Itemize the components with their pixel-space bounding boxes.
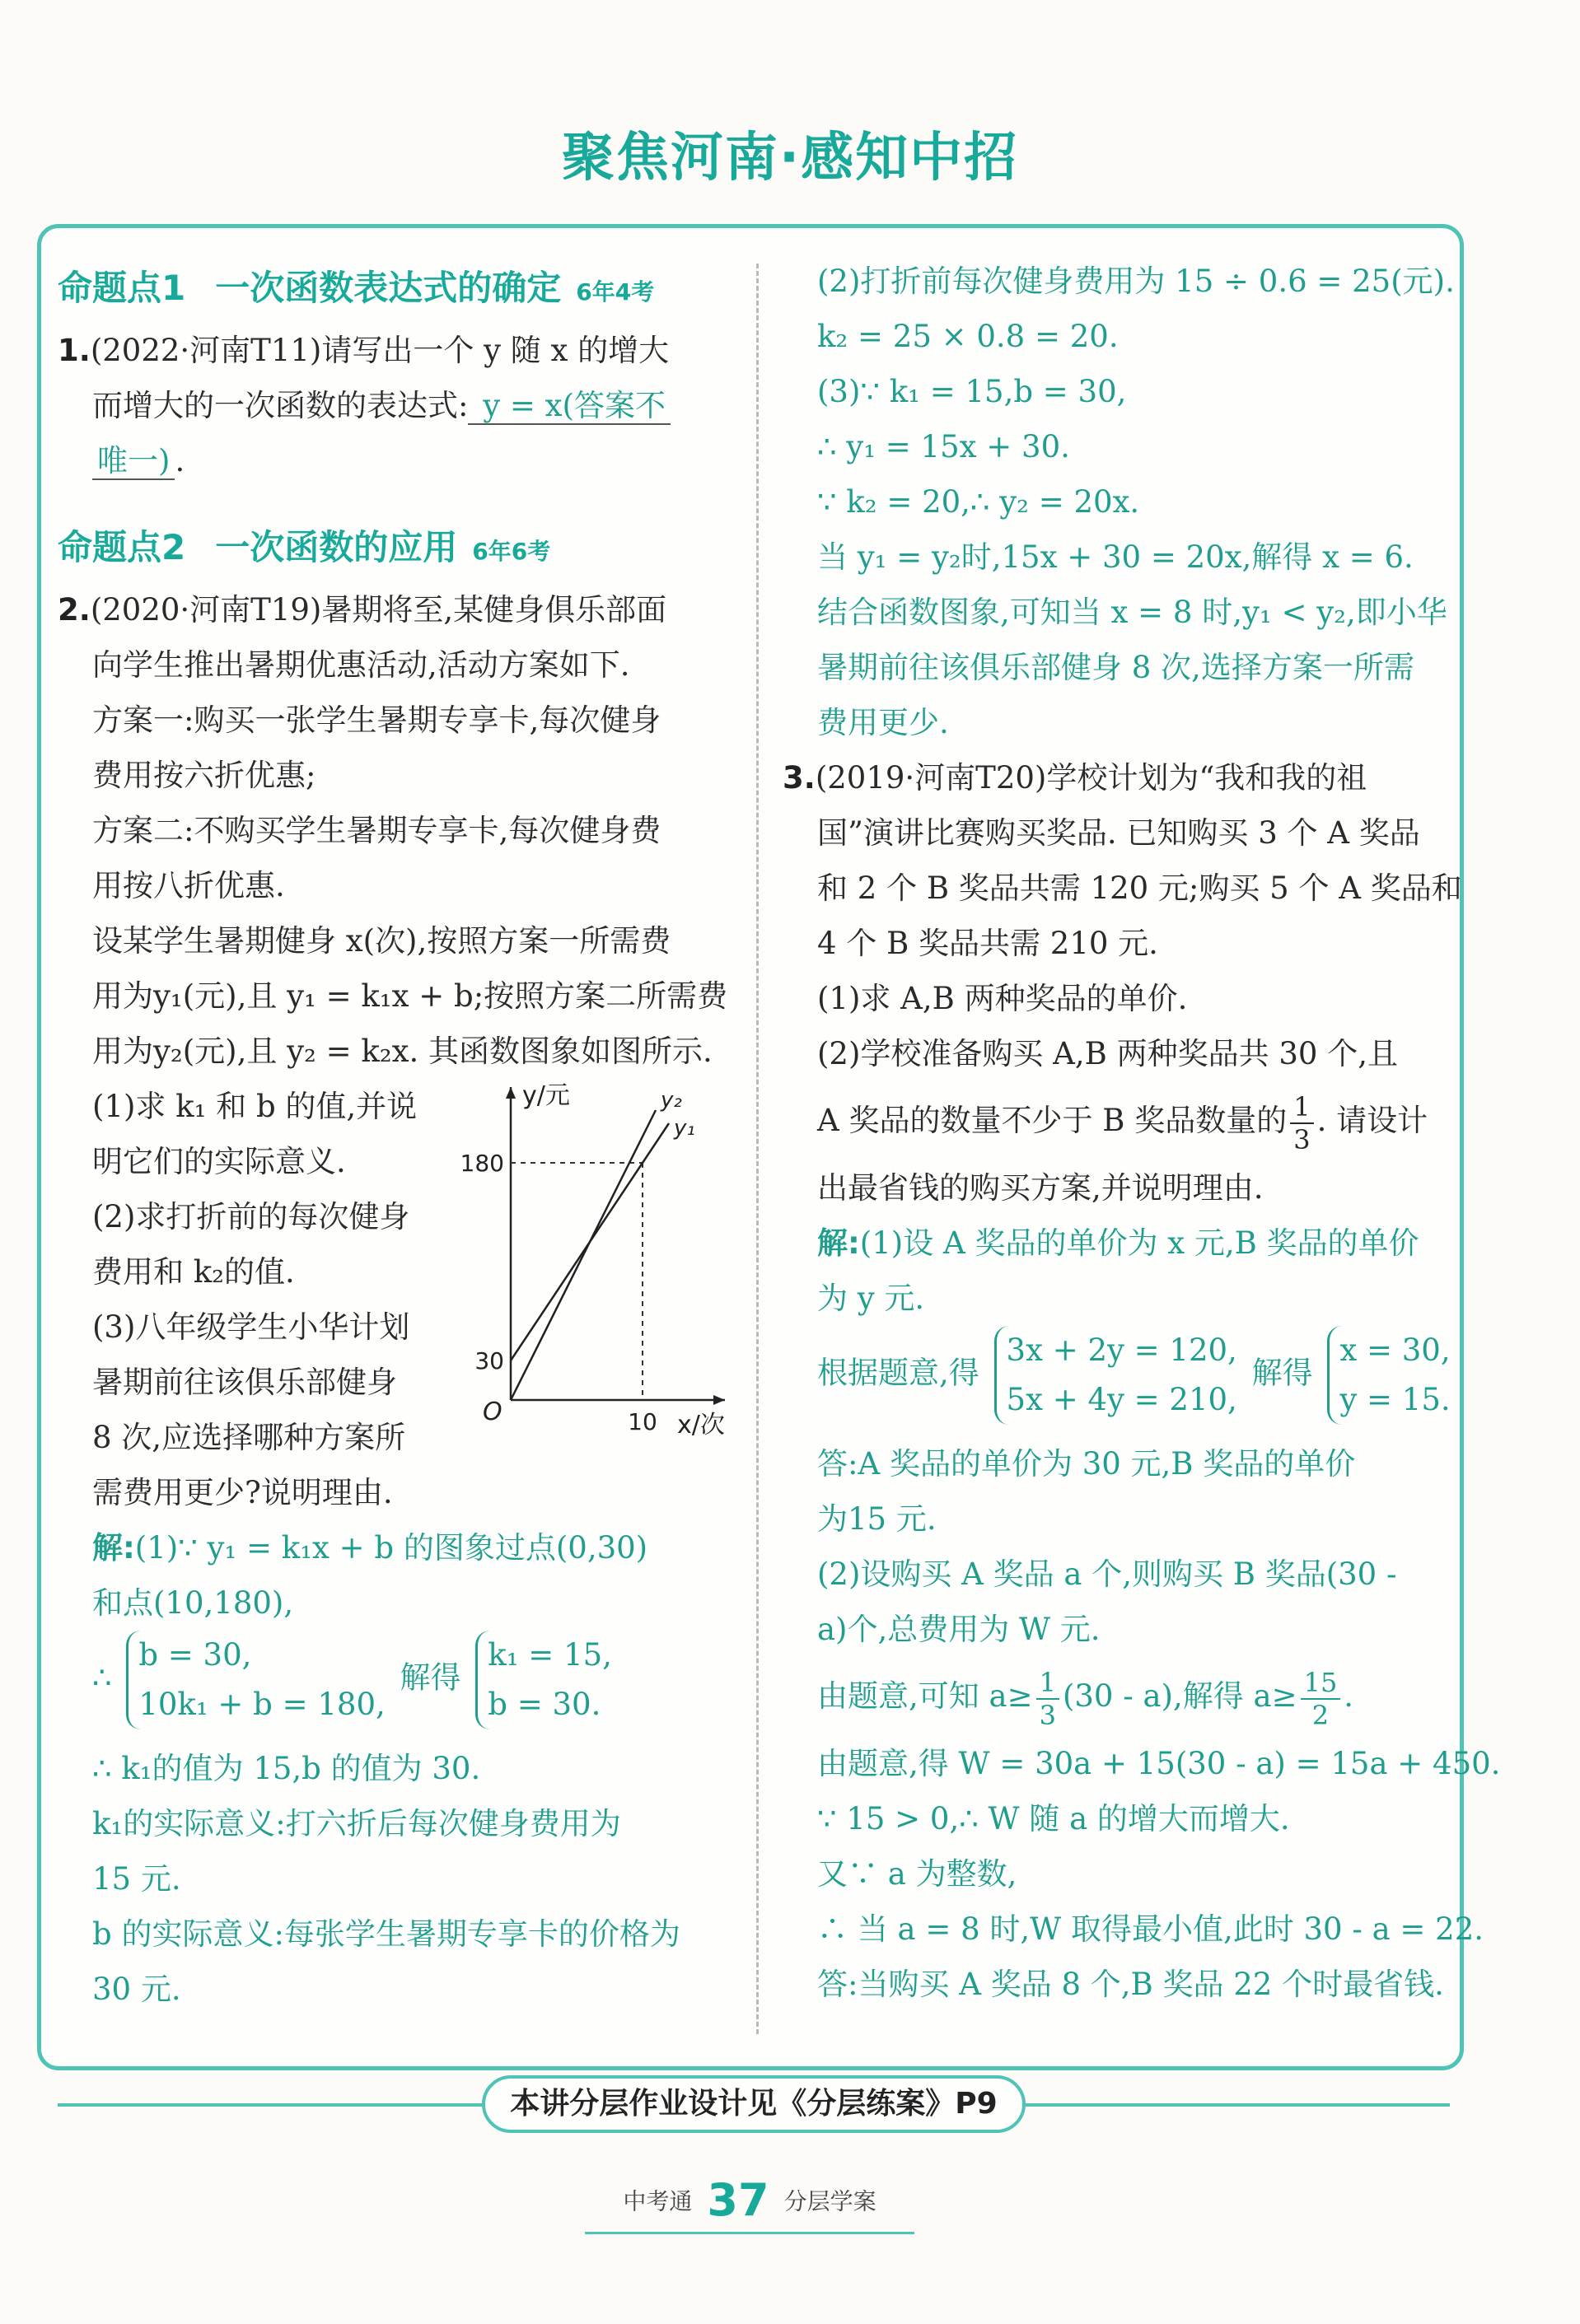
section-label: 命题点2 <box>58 527 186 567</box>
solution-line: 30 元. <box>92 1972 181 2007</box>
question-2-line: 向学生推出暑期优惠活动,活动方案如下. <box>92 647 630 683</box>
denominator: 3 <box>1039 1699 1056 1731</box>
question-text: 而增大的一次函数的表达式: <box>92 388 469 423</box>
question-3-line <box>783 1081 1442 1160</box>
solution-text: (30 - a),解得 a≥ <box>1062 1678 1297 1714</box>
question-text: . 请设计 <box>1316 1103 1428 1138</box>
solution-text: 解得 <box>1251 1355 1313 1391</box>
solution-line: 当 y₁ = y₂时,15x + 30 = 20x,解得 x = 6. <box>817 539 1414 575</box>
answer-blank: y = x(答案不 <box>468 388 671 425</box>
solution-keyword: 解: <box>92 1530 135 1566</box>
y-axis-arrow <box>506 1087 516 1099</box>
equation: b = 30, <box>138 1637 252 1673</box>
solution-line: ∵ k₂ = 20,∴ y₂ = 20x. <box>817 484 1140 520</box>
column-divider <box>756 264 759 2034</box>
equation-system <box>994 1326 1237 1425</box>
question-number: 3. <box>783 760 816 796</box>
fraction <box>1290 1091 1313 1155</box>
question-2-line: 明它们的实际意义. <box>92 1144 346 1179</box>
page-footer <box>585 2174 914 2234</box>
question-text: (2022·河南T11)请写出一个 y 随 x 的增大 <box>90 333 670 368</box>
book-label: 中考通 <box>623 2187 693 2215</box>
question-2-line: 需费用更少?说明理由. <box>92 1475 393 1510</box>
solution-line: 暑期前往该俱乐部健身 8 次,选择方案一所需 <box>817 650 1414 685</box>
solution-text: . <box>1344 1678 1354 1714</box>
question-2-line: 用为y₂(元),且 y₂ = k₂x. 其函数图象如图所示. <box>92 1034 713 1069</box>
solution-line: 为15 元. <box>817 1501 937 1537</box>
right-column <box>783 254 1501 2012</box>
question-text: (2019·河南T20)学校计划为“我和我的祖 <box>815 760 1367 796</box>
answer-blank: 唯一) <box>92 443 175 480</box>
question-1-line <box>58 378 741 433</box>
origin-label: O <box>483 1398 503 1426</box>
solution-line: 由题意,得 W = 30a + 15(30 - a) = 15a + 450. <box>817 1746 1501 1781</box>
solution-text: 根据题意,得 <box>817 1355 979 1391</box>
equation: 10k₁ + b = 180, <box>138 1687 386 1722</box>
question-text: (2020·河南T19)暑期将至,某健身俱乐部面 <box>90 592 667 628</box>
section-heading-1 <box>58 254 741 323</box>
equation: k₁ = 15, <box>488 1637 612 1673</box>
solution-keyword: 解: <box>817 1225 860 1261</box>
solution-line: (2)打折前每次健身费用为 15 ÷ 0.6 = 25(元). <box>817 264 1455 299</box>
question-3-line: 4 个 B 奖品共需 210 元. <box>817 926 1158 961</box>
solution-line: 为 y 元. <box>817 1281 925 1316</box>
solution-text: (1)设 A 奖品的单价为 x 元,B 奖品的单价 <box>859 1225 1419 1261</box>
equation: b = 30. <box>488 1687 601 1722</box>
question-2-line: (1)求 k₁ 和 b 的值,并说 <box>92 1089 418 1124</box>
question-2-line: 费用和 k₂的值. <box>92 1254 295 1290</box>
question-number: 1. <box>58 333 91 368</box>
series-label-1: y₁ <box>674 1116 695 1141</box>
solution-line: 和点(10,180), <box>92 1585 294 1621</box>
solution-line: 15 元. <box>92 1861 181 1897</box>
denominator: 3 <box>1293 1123 1311 1155</box>
question-2-line: 费用按六折优惠; <box>92 758 316 793</box>
equation-system-line <box>783 1326 1451 1436</box>
question-2-line: 方案二:不购买学生暑期专享卡,每次健身费 <box>92 813 661 848</box>
question-2-line: 8 次,应选择哪种方案所 <box>92 1420 406 1455</box>
equation: x = 30, <box>1339 1332 1451 1368</box>
solution-line: 结合函数图象,可知当 x = 8 时,y₁ < y₂,即小华 <box>817 595 1447 630</box>
page-title: 聚焦河南·感知中招 <box>561 128 1019 189</box>
exam-frequency-badge: 6年6考 <box>472 538 551 565</box>
solution-line: k₂ = 25 × 0.8 = 20. <box>817 319 1119 354</box>
solution-line: ∴ k₁的值为 15,b 的值为 30. <box>92 1751 481 1786</box>
y-tick-label: 30 <box>474 1347 504 1374</box>
solution-line: 又∵ a 为整数, <box>817 1856 1017 1892</box>
question-2-line: 暑期前往该俱乐部健身 <box>92 1365 397 1400</box>
question-3-line: (1)求 A,B 两种奖品的单价. <box>817 981 1188 1016</box>
inequality-line <box>783 1657 1442 1736</box>
question-2-line: 用为y₁(元),且 y₁ = k₁x + b;按照方案二所需费 <box>92 978 728 1014</box>
series-line-2 <box>511 1110 656 1400</box>
homework-note: 本讲分层作业设计见《分层练案》P9 <box>482 2075 1026 2133</box>
solution-line: 答:A 奖品的单价为 30 元,B 奖品的单价 <box>817 1446 1356 1482</box>
numerator: 1 <box>1036 1667 1059 1700</box>
solution-line: 费用更少. <box>817 705 949 740</box>
equation-system <box>1327 1326 1450 1425</box>
question-3-line: (2)学校准备购买 A,B 两种奖品共 30 个,且 <box>817 1036 1398 1071</box>
question-3-line: 出最省钱的购买方案,并说明理由. <box>817 1170 1264 1206</box>
equation-system-line <box>58 1631 741 1741</box>
numerator: 15 <box>1301 1667 1341 1700</box>
fraction <box>1036 1667 1059 1731</box>
solution-text: (1)∵ y₁ = k₁x + b 的图象过点(0,30) <box>134 1530 648 1566</box>
question-2-line: (3)八年级学生小华计划 <box>92 1309 410 1345</box>
function-graph <box>461 1071 741 1449</box>
y-tick-label: 180 <box>461 1150 504 1177</box>
solution-line: (3)∵ k₁ = 15,b = 30, <box>817 374 1127 409</box>
fraction <box>1301 1667 1341 1731</box>
series-label-2: y₂ <box>661 1088 682 1113</box>
question-1-line <box>58 323 741 378</box>
question-2-line: 用按八折优惠. <box>92 868 285 903</box>
question-1-line <box>58 433 741 488</box>
question-text: A 奖品的数量不少于 B 奖品数量的 <box>817 1103 1288 1138</box>
solution-line: k₁的实际意义:打六折后每次健身费用为 <box>92 1806 621 1841</box>
solution-line <box>58 1520 741 1575</box>
graph-svg <box>461 1071 741 1449</box>
question-2-line <box>58 582 741 637</box>
solution-line <box>783 1216 1442 1271</box>
page-number: 37 <box>707 2174 769 2226</box>
numerator: 1 <box>1290 1091 1313 1124</box>
question-text: . <box>175 443 185 478</box>
x-axis-arrow <box>713 1395 725 1405</box>
section-label: 命题点1 <box>58 268 186 308</box>
section-title: 一次函数的应用 <box>215 527 458 567</box>
section-title: 一次函数表达式的确定 <box>215 268 562 308</box>
x-tick-label: 10 <box>628 1408 657 1435</box>
section-heading-2 <box>58 513 741 582</box>
solution-line: b 的实际意义:每张学生暑期专享卡的价格为 <box>92 1916 680 1952</box>
x-axis-label: x/次 <box>677 1411 725 1440</box>
equation: 5x + 4y = 210, <box>1006 1382 1237 1417</box>
equation: 3x + 2y = 120, <box>1006 1332 1237 1368</box>
question-number: 2. <box>58 592 91 628</box>
question-2-line: 设某学生暑期健身 x(次),按照方案一所需费 <box>92 923 671 959</box>
question-2-line: (2)求打折前的每次健身 <box>92 1199 410 1234</box>
solution-line: ∵ 15 > 0,∴ W 随 a 的增大而增大. <box>817 1801 1290 1836</box>
question-3-line <box>783 750 1442 805</box>
denominator: 2 <box>1311 1699 1330 1731</box>
y-axis-label: y/元 <box>522 1081 570 1110</box>
equation: y = 15. <box>1339 1382 1451 1417</box>
solution-text: 由题意,可知 a≥ <box>817 1678 1033 1714</box>
therefore-symbol: ∴ <box>92 1659 112 1696</box>
question-3-line: 国”演讲比赛购买奖品. 已知购买 3 个 A 奖品 <box>817 815 1420 851</box>
solution-line: ∴ y₁ = 15x + 30. <box>817 429 1070 464</box>
series-label: 分层学案 <box>783 2187 876 2215</box>
solution-line: a)个,总费用为 W 元. <box>817 1612 1101 1647</box>
solution-line: ∴ 当 a = 8 时,W 取得最小值,此时 30 - a = 22. <box>817 1911 1484 1947</box>
solution-text: 解得 <box>400 1659 461 1696</box>
equation-system <box>126 1631 385 1729</box>
question-3-line: 和 2 个 B 奖品共需 120 元;购买 5 个 A 奖品和 <box>817 870 1462 906</box>
exam-frequency-badge: 6年4考 <box>576 278 655 306</box>
equation-system <box>475 1631 612 1729</box>
question-2-line: 方案一:购买一张学生暑期专享卡,每次健身 <box>92 702 661 738</box>
solution-line: 答:当购买 A 奖品 8 个,B 奖品 22 个时最省钱. <box>817 1967 1444 2002</box>
solution-line: (2)设购买 A 奖品 a 个,则购买 B 奖品(30 - <box>817 1556 1397 1592</box>
